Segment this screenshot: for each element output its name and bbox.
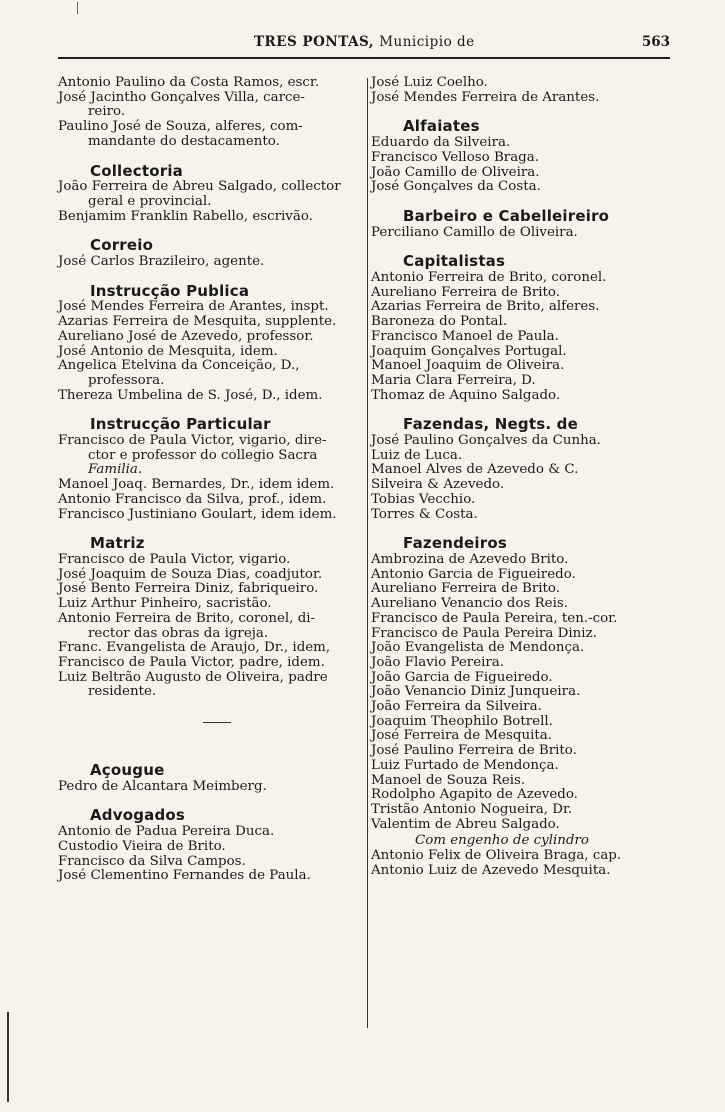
entry-line: Tristão Antonio Nogueira, Dr.: [371, 801, 573, 817]
entry-line: Valentim de Abreu Salgado.: [371, 816, 560, 832]
entry-line: Rodolpho Agapito de Azevedo.: [371, 787, 578, 803]
entry-line: Joaquim Gonçalves Portugal.: [371, 343, 567, 359]
left-column: [58, 76, 366, 884]
entry-line: Franc. Evangelista de Araujo, Dr., idem,: [58, 640, 331, 656]
directory-entry: [58, 568, 366, 583]
entry-line: João Venancio Diniz Junqueira.: [371, 684, 581, 700]
entry-line: Azarias Ferreira de Mesquita, supplente.: [58, 314, 337, 330]
directory-entry: [58, 553, 366, 568]
directory-entry: [371, 729, 676, 744]
directory-entry: [371, 685, 676, 700]
entry-line: Paulino José de Souza, alferes, com-: [58, 119, 303, 135]
entry-line: José Gonçalves da Costa.: [371, 179, 541, 195]
directory-entry: [371, 774, 676, 789]
entry-line: José Antonio de Mesquita, idem.: [58, 343, 278, 359]
entry-line: José Bento Ferreira Diniz, fabriqueiro.: [58, 581, 319, 597]
page-header: [58, 34, 670, 56]
entry-line: João Flavio Pereira.: [371, 654, 505, 670]
page-number: 563: [641, 34, 670, 50]
directory-entry: [371, 641, 676, 656]
directory-entry: [58, 671, 366, 700]
entry-continuation: reiro.: [88, 104, 126, 120]
entry-line: Perciliano Camillo de Oliveira.: [371, 224, 578, 240]
entry-line: João Camillo de Oliveira.: [371, 164, 540, 180]
town-name: TRES PONTAS,: [254, 34, 375, 50]
directory-entry: [58, 656, 366, 671]
entry-line: João Ferreira de Abreu Salgado, collector: [58, 179, 341, 195]
entry-line: Antonio Felix de Oliveira Braga, cap.: [371, 848, 622, 864]
entry-line: Antonio Garcia de Figueiredo.: [371, 566, 576, 582]
section-heading: Fazendas, Negts. de: [403, 415, 578, 434]
directory-entry: [58, 315, 366, 330]
entry-continuation: residente.: [88, 684, 157, 700]
section-heading: Advogados: [90, 806, 186, 825]
directory-entry: [371, 553, 676, 568]
directory-entry: [371, 300, 676, 315]
entry-continuation: Familia.: [88, 462, 143, 478]
section-heading: Açougue: [90, 761, 165, 780]
directory-entry: [371, 166, 676, 181]
entry-line: Aureliano Ferreira de Brito.: [371, 581, 560, 597]
directory-entry: [58, 612, 366, 641]
directory-entry: [371, 463, 676, 478]
entry-continuation: geral e provincial.: [88, 193, 212, 209]
directory-entry: [371, 744, 676, 759]
directory-entry: [371, 508, 676, 523]
directory-entry: [58, 493, 366, 508]
section-heading: Alfaiates: [403, 117, 480, 136]
entry-continuation: rector das obras da igreja.: [88, 625, 269, 641]
directory-entry: [371, 359, 676, 374]
directory-entry: [58, 780, 366, 795]
entry-line: João Ferreira da Silveira.: [371, 699, 542, 715]
entry-line: Thereza Umbelina de S. José, D., idem.: [58, 387, 323, 403]
directory-entry: [371, 345, 676, 360]
directory-entry: [371, 136, 676, 151]
directory-entry: [58, 855, 366, 870]
directory-entry: [58, 641, 366, 656]
directory-entry: [371, 818, 676, 833]
entry-line: Angelica Etelvina da Conceição, D.,: [58, 358, 300, 374]
entry-line: Aureliano José de Azevedo, professor.: [58, 328, 314, 344]
entry-line: José Jacintho Gonçalves Villa, carce-: [58, 89, 305, 105]
entry-line: Antonio de Padua Pereira Duca.: [58, 824, 275, 840]
entry-continuation: mandante do destacamento.: [88, 133, 280, 149]
directory-entry: [58, 345, 366, 360]
entry-line: Manoel Joaq. Bernardes, Dr., idem idem.: [58, 477, 335, 493]
entry-line: Ambrozina de Azevedo Brito.: [371, 551, 569, 567]
directory-entry: [371, 627, 676, 642]
directory-entry: [371, 700, 676, 715]
directory-entry: [58, 582, 366, 597]
margin-tick: [77, 2, 79, 14]
directory-entry: [371, 568, 676, 583]
entry-line: José Paulino Gonçalves da Cunha.: [371, 433, 601, 449]
directory-entry: [371, 803, 676, 818]
section-heading: Capitalistas: [403, 252, 506, 271]
directory-entry: [371, 478, 676, 493]
entry-line: José Paulino Ferreira de Brito.: [371, 743, 577, 759]
directory-entry: [371, 849, 676, 864]
entry-continuation: ctor e professor do collegio Sacra: [88, 447, 318, 463]
directory-entry: [371, 715, 676, 730]
directory-entry: [58, 869, 366, 884]
entry-line: Antonio Luiz de Azevedo Mesquita.: [371, 862, 611, 878]
directory-entry: [371, 286, 676, 301]
page-title: [254, 34, 475, 50]
entry-line: Francisco de Paula Pereira Diniz.: [371, 625, 597, 641]
directory-entry: [58, 255, 366, 270]
directory-entry: [371, 864, 676, 879]
directory-entry: [371, 91, 676, 106]
directory-entry: [371, 434, 676, 449]
separator-dash: [203, 722, 231, 723]
entry-line: Luiz Beltrão Augusto de Oliveira, padre: [58, 669, 328, 685]
header-rule: [58, 57, 670, 59]
entry-line: José Mendes Ferreira de Arantes, inspt.: [58, 299, 329, 315]
entry-line: Silveira & Azevedo.: [371, 477, 505, 493]
section-heading: Instrucção Publica: [90, 281, 250, 300]
entry-line: Torres & Costa.: [371, 506, 478, 522]
column-divider: [367, 78, 368, 1028]
directory-entry: [58, 120, 366, 149]
section-heading: Fazendeiros: [403, 534, 507, 553]
directory-entry: [58, 210, 366, 225]
directory-entry: [371, 597, 676, 612]
section-heading: Instrucção Particular: [90, 415, 271, 434]
entry-line: Aureliano Venancio dos Reis.: [371, 596, 568, 612]
directory-entry: [371, 180, 676, 195]
directory-entry: [58, 359, 366, 388]
directory-entry: [371, 671, 676, 686]
section-heading: Collectoria: [90, 161, 183, 180]
entry-line: José Joaquim de Souza Dias, coadjutor.: [58, 566, 323, 582]
directory-entry: [371, 389, 676, 404]
entry-line: José Luiz Coelho.: [371, 75, 488, 90]
entry-line: Manoel Joaquim de Oliveira.: [371, 358, 565, 374]
directory-entry: [58, 330, 366, 345]
entry-line: José Carlos Brazileiro, agente.: [58, 254, 265, 270]
entry-line: Francisco de Paula Victor, vigario, dire-: [58, 433, 327, 449]
entry-line: Antonio Francisco da Silva, prof., idem.: [58, 491, 327, 507]
directory-entry: [371, 76, 676, 91]
entry-line: Francisco de Paula Victor, padre, idem.: [58, 654, 325, 670]
directory-entry: [371, 582, 676, 597]
directory-entry: [371, 449, 676, 464]
entry-line: Francisco Justiniano Goulart, idem idem.: [58, 506, 337, 522]
section-heading: Matriz: [90, 534, 145, 553]
directory-entry: [58, 180, 366, 209]
entry-line: Baroneza do Pontal.: [371, 314, 508, 330]
margin-mark: [7, 1012, 9, 1102]
entry-line: Thomaz de Aquino Salgado.: [371, 387, 561, 403]
entry-line: José Ferreira de Mesquita.: [371, 728, 552, 744]
entry-line: José Mendes Ferreira de Arantes.: [371, 89, 600, 105]
entry-line: Francisco de Paula Pereira, ten.-cor.: [371, 610, 618, 626]
entry-line: Maria Clara Ferreira, D.: [371, 372, 536, 388]
entry-line: Eduardo da Silveira.: [371, 135, 511, 151]
directory-entry: [371, 226, 676, 241]
directory-entry: [371, 151, 676, 166]
entry-line: Francisco da Silva Campos.: [58, 853, 246, 869]
directory-entry: [371, 759, 676, 774]
entry-line: Luiz Arthur Pinheiro, sacristão.: [58, 596, 272, 612]
entry-line: Custodio Vieira de Brito.: [58, 838, 226, 854]
directory-entry: [58, 76, 366, 91]
directory-entry: [371, 330, 676, 345]
directory-entry: [58, 478, 366, 493]
entry-line: José Clementino Fernandes de Paula.: [58, 868, 311, 884]
entry-line: João Garcia de Figueiredo.: [371, 669, 553, 685]
directory-entry: [58, 597, 366, 612]
entry-line: Manoel Alves de Azevedo & C.: [371, 462, 579, 478]
entry-line: Tobias Vecchio.: [371, 491, 476, 507]
entry-line: Francisco de Paula Victor, vigario.: [58, 551, 291, 567]
directory-entry: [58, 91, 366, 120]
entry-line: Azarias Ferreira de Brito, alferes.: [371, 299, 600, 315]
directory-entry: [58, 434, 366, 478]
entry-line: Antonio Paulino da Costa Ramos, escr.: [58, 75, 320, 90]
directory-entry: [371, 493, 676, 508]
directory-entry: [58, 840, 366, 855]
entry-line: João Evangelista de Mendonça.: [371, 640, 585, 656]
entry-line: Benjamim Franklin Rabello, escrivão.: [58, 208, 313, 224]
entry-line: Francisco Manoel de Paula.: [371, 328, 559, 344]
entry-line: Luiz Furtado de Mendonça.: [371, 757, 559, 773]
section-heading: Correio: [90, 236, 154, 255]
directory-entry: [371, 315, 676, 330]
entry-line: Pedro de Alcantara Meimberg.: [58, 778, 267, 794]
entry-line: Manoel de Souza Reis.: [371, 772, 526, 788]
entry-line: Antonio Ferreira de Brito, coronel.: [371, 270, 607, 286]
entry-line: Aureliano Ferreira de Brito.: [371, 284, 560, 300]
entry-line: Luiz de Luca.: [371, 447, 463, 463]
directory-entry: [58, 389, 366, 404]
directory-entry: [371, 374, 676, 389]
entry-line: Joaquim Theophilo Botrell.: [371, 713, 553, 729]
entry-continuation: professora.: [88, 372, 165, 388]
directory-entry: [58, 508, 366, 523]
directory-entry: [58, 825, 366, 840]
right-column: [371, 76, 676, 878]
directory-entry: [58, 300, 366, 315]
directory-entry: [371, 656, 676, 671]
directory-entry: [371, 612, 676, 627]
subsection-note: Com engenho de cylindro: [415, 833, 589, 849]
entry-line: Francisco Velloso Braga.: [371, 149, 539, 165]
directory-entry: [371, 271, 676, 286]
directory-entry: [371, 788, 676, 803]
entry-line: Antonio Ferreira de Brito, coronel, di-: [58, 610, 316, 626]
section-heading: Barbeiro e Cabelleireiro: [403, 206, 610, 225]
municipality-label: Municipio de: [379, 34, 475, 50]
